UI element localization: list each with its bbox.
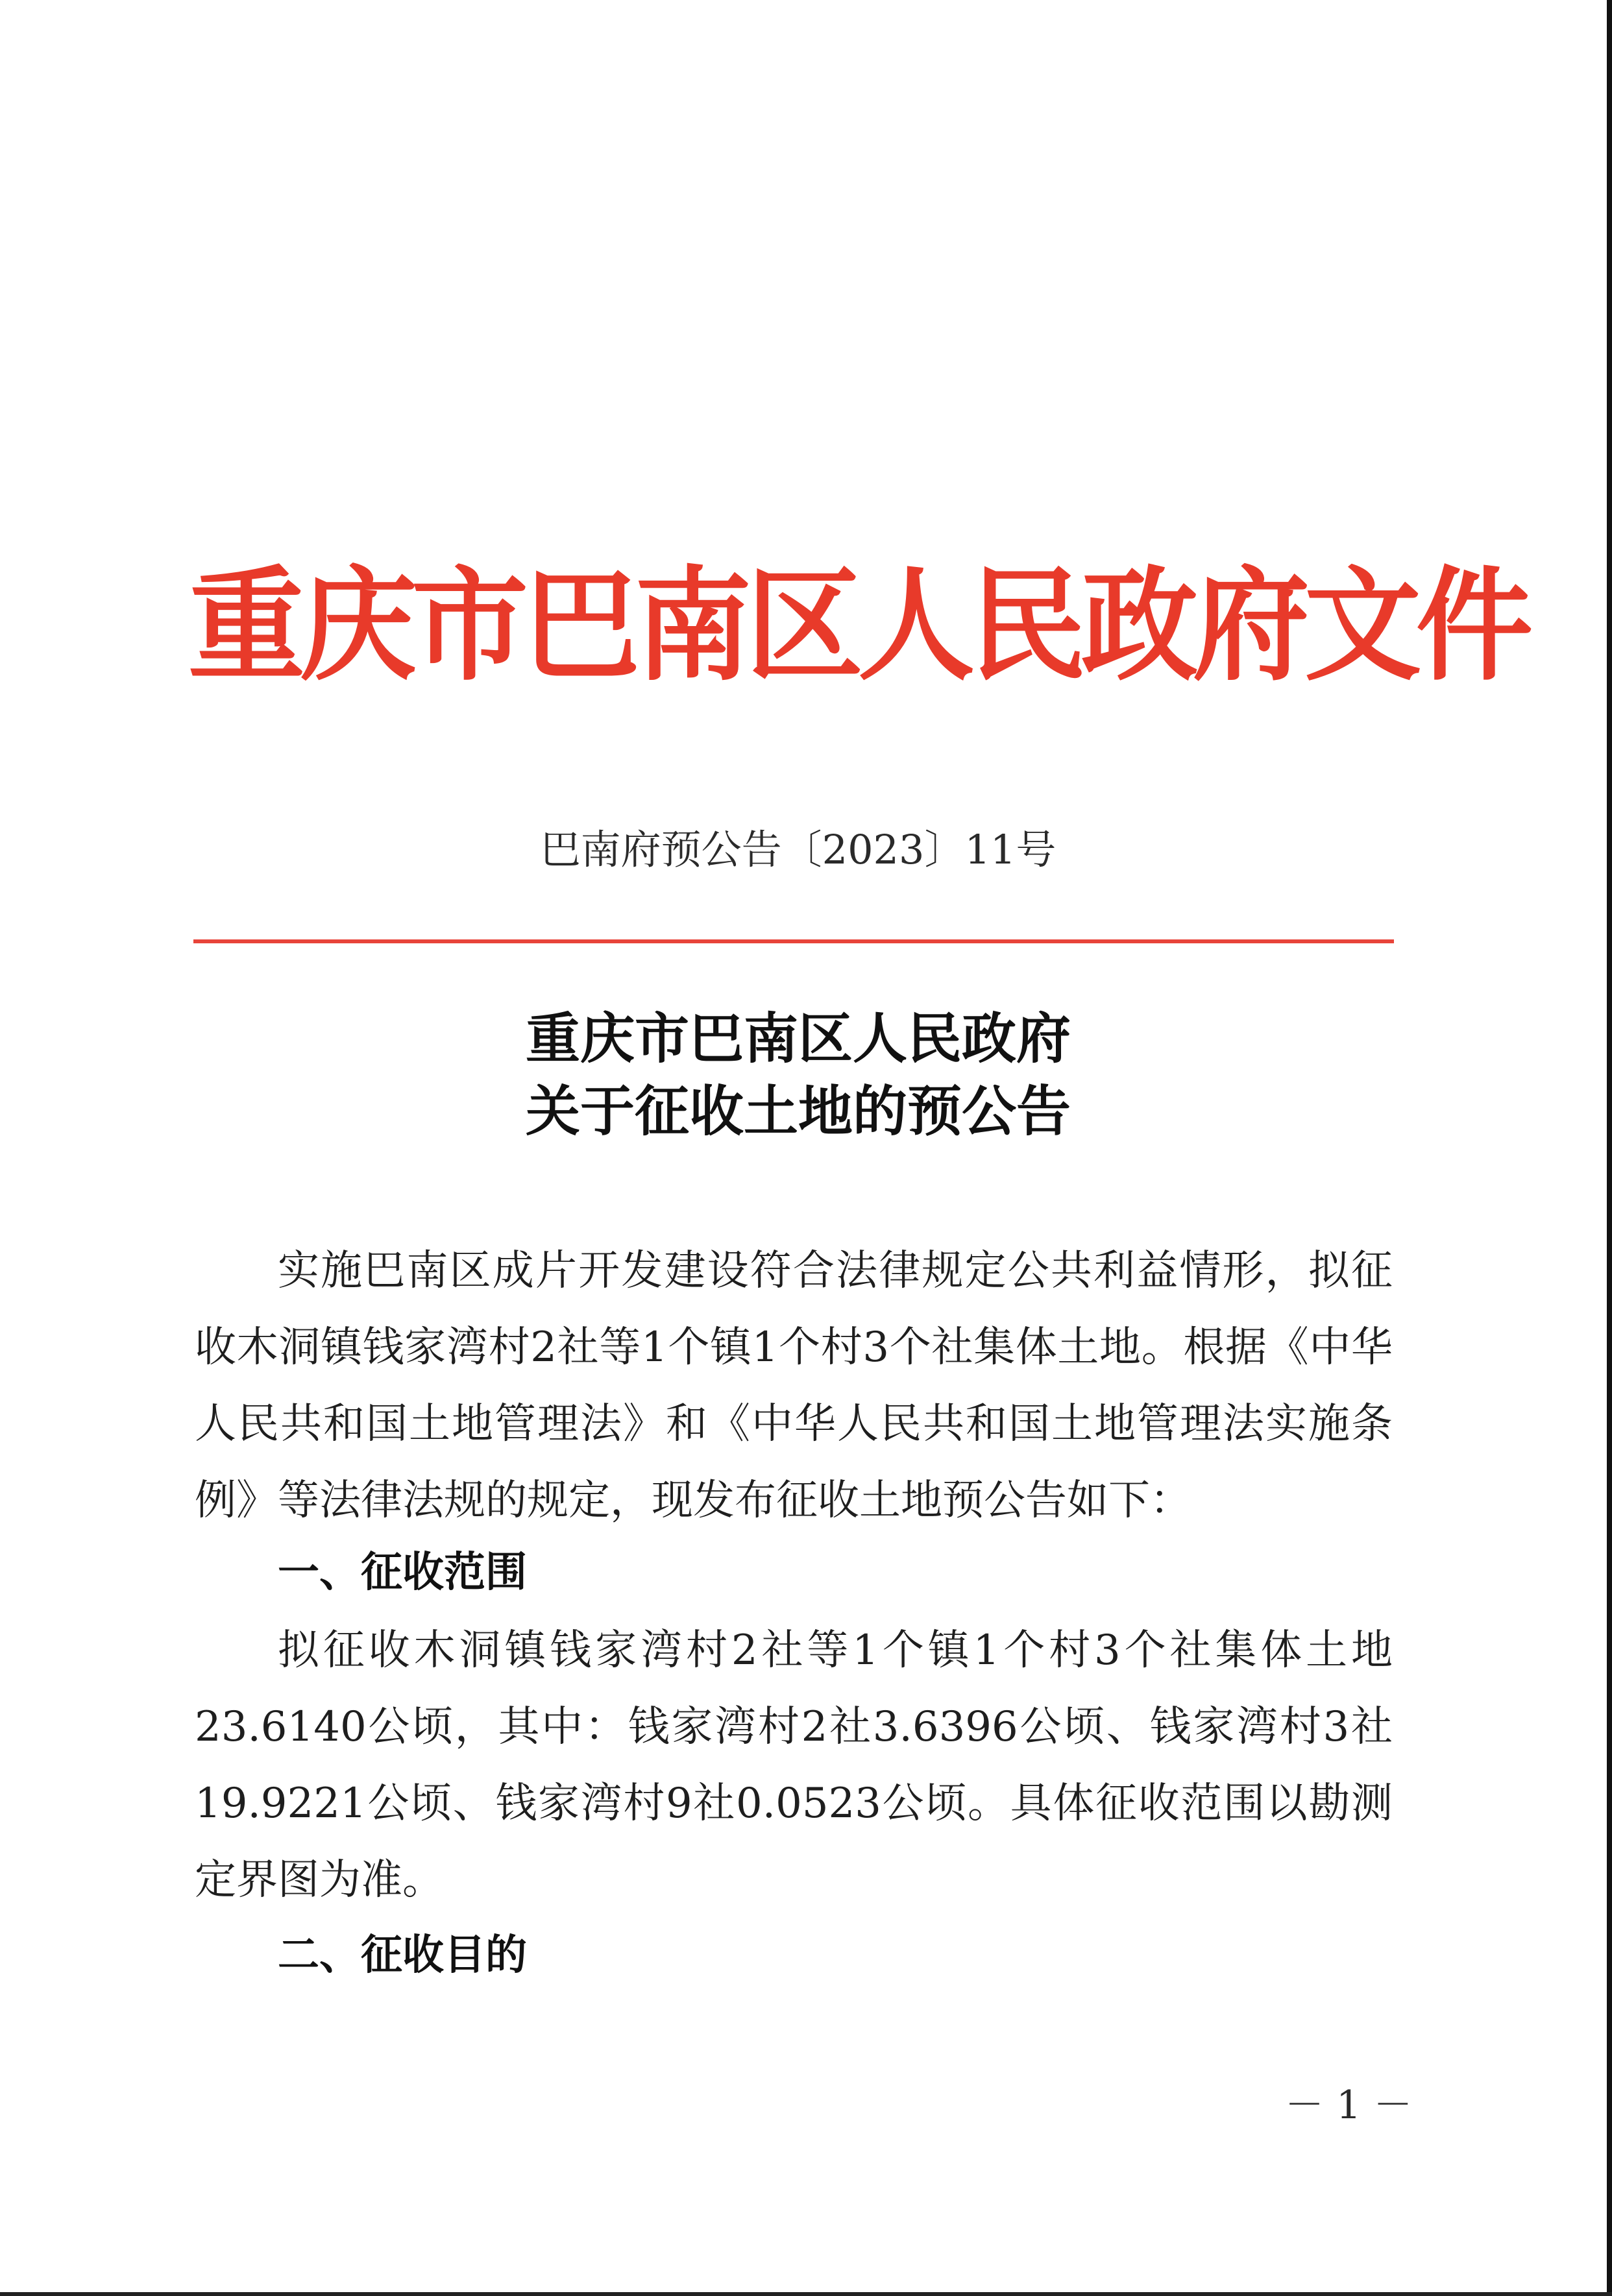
scan-edge-bottom	[0, 2292, 1612, 2296]
scan-edge-right	[1607, 0, 1612, 2296]
scope-paragraph: 拟征收木洞镇钱家湾村2社等1个镇1个村3个社集体土地23.6140公顷，其中：钱家湾村2社3.6396公顷、钱家湾村3社19.9221公顷、钱家湾村9社0.0523公顷。具体征收范围以勘测定界图为准。	[195, 1626, 1393, 1904]
section-heading-purpose: 二、征收目的	[278, 1931, 527, 1979]
notice-title-line-1: 重庆市巴南区人民政府	[525, 1007, 1071, 1070]
notice-title	[195, 1002, 1402, 1148]
section-heading-scope: 一、征收范围	[278, 1549, 527, 1597]
notice-title-line-2: 关于征收土地的预公告	[525, 1080, 1071, 1143]
red-divider-rule	[193, 939, 1394, 943]
document-number: 巴南府预公告〔2023〕11号	[540, 826, 1056, 873]
masthead-title: 重庆市巴南区人民政府文件	[188, 553, 1528, 698]
intro-paragraph-block	[195, 1233, 1393, 1539]
page-number: － 1 －	[1285, 2083, 1413, 2128]
intro-paragraph: 实施巴南区成片开发建设符合法律规定公共利益情形，拟征收木洞镇钱家湾村2社等1个镇1个村3个社集体土地。根据《中华人民共和国土地管理法》和《中华人民共和国土地管理法实施条例》等法律法规的规定，现发布征收土地预公告如下：	[195, 1247, 1393, 1525]
scope-paragraph-block	[195, 1612, 1393, 1918]
